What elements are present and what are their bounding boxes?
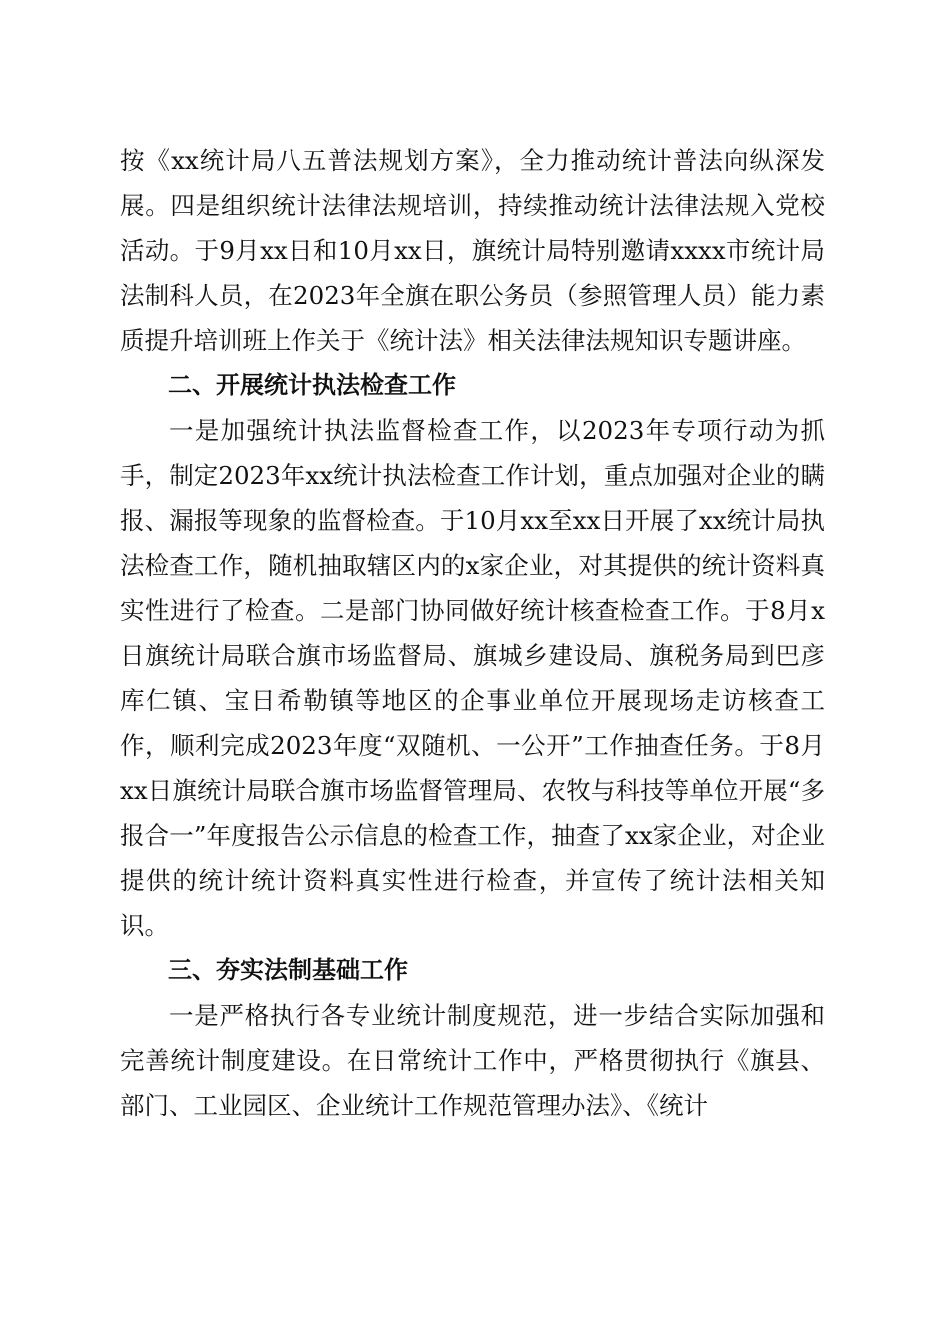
section-heading-2: 二、开展统计执法检查工作 [168,371,456,399]
paragraph-foundation: 一是严格执行各专业统计制度规范，进一步结合实际加强和完善统计制度建设。在日常统计工作中，严格贯彻执行《旗县、部门、工业园区、企业统计工作规范管理办法》、《统计 [120,1001,825,1120]
section-heading-3: 三、夯实法制基础工作 [168,956,408,984]
document-body [120,138,825,1128]
paragraph-enforcement: 一是加强统计执法监督检查工作，以2023年专项行动为抓手，制定2023年xx统计执法检查工作计划，重点加强对企业的瞒报、漏报等现象的监督检查。于10月xx至xx日开展了xx统计局执法检查工作，随机抽取辖区内的x家企业，对其提供的统计资料真实性进行了检查。二是部门协同做好统计核查检查工作。于8月x日旗统计局联合旗市场监督局、旗城乡建设局、旗税务局到巴彦库仁镇、宝日希勒镇等地区的企事业单位开展现场走访核查工作，顺利完成2023年度“双随机、一公开”工作抽查任务。于8月xx日旗统计局联合旗市场监督管理局、农牧与科技等单位开展“多报合一”年度报告公示信息的检查工作，抽查了xx家企业，对企业提供的统计统计资料真实性进行检查，并宣传了统计法相关知识。 [120,416,825,940]
paragraph-continued: 按《xx统计局八五普法规划方案》，全力推动统计普法向纵深发展。四是组织统计法律法规培训，持续推动统计法律法规入党校活动。于9月xx日和10月xx日，旗统计局特别邀请xxxx市统计局法制科人员，在2023年全旗在职公务员（参照管理人员）能力素质提升培训班上作关于《统计法》相关法律法规知识专题讲座。 [120,146,825,355]
